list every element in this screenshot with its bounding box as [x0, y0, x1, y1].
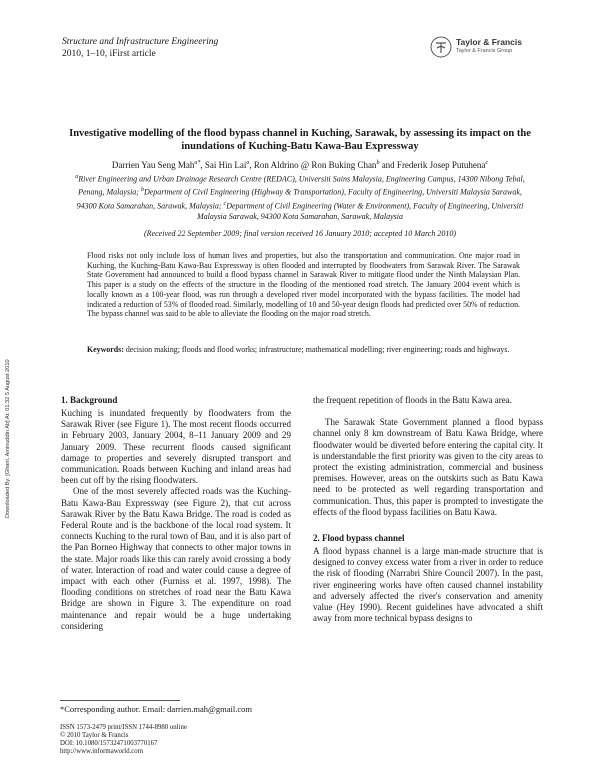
copyright-line: © 2010 Taylor & Francis — [60, 732, 129, 739]
publisher-logo — [430, 36, 550, 60]
paper-title: Investigative modelling of the flood bypass channel in Kuching, Sarawak, by assessing its impact on the inundations of Kuching-Batu Kawa-Bau Expressway — [69, 128, 531, 152]
paragraph: One of the most severely affected roads was the Kuching-Batu Kawa-Bau Expressway (see Figure 2), that cut across Sarawak River by the Batu Kawa Bridge. The road is coded as Federal Route and is the backbone of the local road system. It connects Kuching to the rural town of Bau, and it is also part of the Pan Borneo Highway that connects to other major towns in the state. Major roads like this can rarely avoid crossing a body of water. Interaction of road and water could cause a degree of impact with each other (Furniss et al. 1997, 1998). The flooding conditions on stretches of road near the Batu Kawa Bridge are shown in Figure 3. The expenditure on road maintenance and repair would be a huge undertaking considering — [61, 486, 291, 631]
paragraph: the frequent repetition of floods in the Batu Kawa area. — [313, 395, 512, 405]
paper-affiliations: $^a$River Engineering and Urban Drainage Research Centre (REDAC), Universiti Sains Malaysia, Engineering Campus, 14300 Nibong Tebal, Penang, Malaysia; $^b$Department of Civil Engineering (Highway & Transportation), Faculty of Engineering, Universiti Malaysia Sarawak, 94300 Kota Samarahan, Sarawak, Malaysia; $^c$Department of Civil Engineering (Water & Environment), Faculty of Engineering, Universiti Malaysia Sarawak, 94300 Kota Samarahan, Sarawak, Malaysia — [75, 174, 525, 222]
issn-block — [60, 724, 187, 756]
publisher-name: Taylor & Francis — [456, 37, 522, 47]
keywords-label: Keywords: — [87, 345, 124, 354]
paragraph: Kuching is inundated frequently by floodwaters from the Sarawak River (see Figure 1). The most recent floods occurred in February 2003, January 2004, 8–11 January 2009 and 29 January 2009. These recurrent floods caused significant damage to properties and severely disrupted transport and communication. Roads between Kuching and inland areas had been cut off by the rising floodwaters. — [61, 408, 291, 486]
publisher-url[interactable]: http://www.informaworld.com — [60, 748, 143, 755]
keywords — [87, 345, 520, 355]
journal-name: Structure and Infrastructure Engineering — [62, 37, 219, 47]
footnote-rule — [60, 700, 180, 701]
corresponding-author-footnote: *Corresponding author. Email: darrien.mah@gmail.com — [60, 704, 252, 714]
issn-line: ISSN 1573-2479 print/ISSN 1744-8980 online — [60, 724, 187, 731]
publisher-group: Taylor & Francis Group — [456, 48, 513, 54]
paragraph: The Sarawak State Government planned a flood bypass channel only 8 km downstream of Batu Kawa Bridge, where floodwater would be diverted before entering the capital city. It is understandable the first priority was given to the city areas to protect the existing administration, commercial and business premises. However, areas on the outskirts such as Batu Kawa need to be protected as well regarding transportation and communication. Thus, this paper is prompted to investigate the effects of the flood bypass facilities on Batu Kawa. — [313, 417, 543, 517]
keywords-text: decision making; floods and flood works; infrastructure; mathematical modelling; river engineering; roads and highways. — [125, 345, 510, 354]
publisher-logo-icon — [430, 36, 452, 58]
section-heading-flood-bypass: 2. Flood bypass channel — [313, 533, 405, 544]
paper-authors: Darrien Yau Seng Mah$^{a*}$, Sai Hin Lai$^a$, Ron Aldrino @ Ron Buking Chan$^b$ and Frederik Josep Putuhena$^c$ — [111, 160, 489, 170]
doi-line: DOI: 10.1080/15732471003770167 — [60, 740, 158, 747]
body-column-right — [313, 395, 543, 624]
section-heading-background: 1. Background — [61, 395, 118, 405]
download-stamp — [3, 220, 13, 520]
paragraph: A flood bypass channel is a large man-made structure that is designed to convey excess water from a river in order to reduce the risk of flooding (Narrabri Shire Council 2007). In the past, river engineering works have often caused channel instability and adversely affected the river's conservation and amenity value (Hey 1990). Recent guidelines have advocated a shift away from more technical bypass designs to — [313, 546, 543, 624]
journal-header — [62, 36, 218, 60]
abstract: Flood risks not only include loss of human lives and properties, but also the transportation and communication. One major road in Kuching, the Kuching-Batu Kawa-Bau Expressway is often flooded and interrupted by floodwaters from Sarawak River. The Sarawak State Government had announced to build a flood bypass channel in Sarawak River to mitigate flood under the Ninth Malaysian Plan. This paper is a study on the effects of the structure in the flooding of the mentioned road stretch. The January 2004 event which is locally known as a 100-year flood, was run through a developed river model incorporated with the bypass facilities. The model had indicated a reduction of 53% of flooded road. Similarly, modelling of 10 and 50-year design floods had predicted over 50% of reduction. The bypass channel was said to be able to alleviate the flooding on the major road stretch. — [87, 251, 520, 319]
journal-volume-line: 2010, 1–10, iFirst article — [62, 49, 156, 59]
body-column-left — [61, 395, 291, 632]
received-dates: (Received 22 September 2009; final version received 16 January 2010; accepted 10 March 2010) — [144, 229, 456, 238]
download-stamp-text: Downloaded By: [Ghani, Aminuddin Ab] At: 01:32 5 August 2010 — [5, 359, 11, 518]
